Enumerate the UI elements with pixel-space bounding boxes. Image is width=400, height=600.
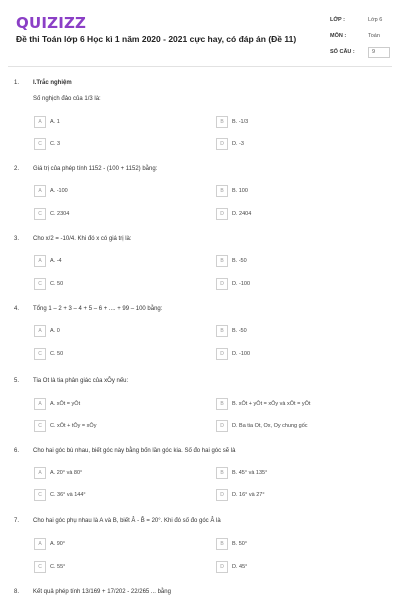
question-2: 2. Giá trị của phép tính 1152 - (100 + 1152) bằng: A A. -100 B B. 100 C C. 2304 D D. 2404 — [0, 166, 400, 226]
question-7: 7. Cho hai góc phụ nhau là A và B, biết Â - B̂ = 20°. Khi đó số đo góc Â là A A. 90° B B. 50° C C. 55° D D. 45° — [0, 518, 400, 578]
question-8: 8. Kết quả phép tính 13/169 + 17/202 - 22/265 ... bằng — [0, 589, 400, 600]
question-1: 1. I.Trắc nghiệm Số nghịch đảo của 1/3 là: A A. 1 B B. -1/3 C C. 3 D D. -3 — [0, 80, 400, 160]
question-6: 6. Cho hai góc bù nhau, biết góc này bằng bốn lần góc kia. Số đo hai góc sẽ là A A. 20° và 80° B B. 45° và 135° C C. 36° và 144° D D. 16° và 27° — [0, 448, 400, 508]
question-text: Tổng 1 – 2 + 3 – 4 + 5 – 6 + .... + 99 – 100 bằng: — [33, 306, 163, 312]
worksheet-header — [0, 0, 400, 66]
question-text: Giá trị của phép tính 1152 - (100 + 1152) bằng: — [33, 166, 158, 172]
question-3: 3. Cho x/2 = -10/4. Khi đó x có giá trị là: A A. -4 B B. -50 C C. 50 D D. -100 — [0, 236, 400, 296]
meta-panel — [330, 14, 392, 62]
document-title: Đề thi Toán lớp 6 Học kì 1 năm 2020 - 2021 cực hay, có đáp án (Đề 11) — [16, 34, 297, 44]
meta-subject: MÔN : Toán — [330, 33, 380, 39]
question-5: 5. Tia Ot là tia phân giác của xÔy nếu: A A. xÔt = yÔt B B. xÔt + yÔt = xÔy và xÔt = yÔt C C. xÔt + tÔy = xÔy D D. Ba tia Ot, Ox, Oy chung gốc — [0, 378, 400, 438]
question-text: Cho x/2 = -10/4. Khi đó x có giá trị là: — [33, 236, 132, 242]
question-text: Cho hai góc bù nhau, biết góc này bằng bốn lần góc kia. Số đo hai góc sẽ là — [33, 448, 236, 454]
question-4: 4. Tổng 1 – 2 + 3 – 4 + 5 – 6 + .... + 99 – 100 bằng: A A. 0 B B. -50 C C. 50 D D. -100 — [0, 306, 400, 366]
header-divider — [8, 66, 392, 67]
meta-question-count: SỐ CÂU : 9 — [330, 46, 392, 62]
question-text: Tia Ot là tia phân giác của xÔy nếu: — [33, 378, 129, 384]
meta-class: LỚP : Lớp 6 — [330, 17, 383, 23]
question-text: Kết quả phép tính 13/169 + 17/202 - 22/265 ... bằng — [33, 589, 171, 595]
question-text: Số nghịch đảo của 1/3 là: — [33, 96, 101, 102]
question-text: Cho hai góc phụ nhau là A và B, biết Â - B̂ = 20°. Khi đó số đo góc Â là — [33, 518, 221, 524]
quizizz-logo: QUIZIZZ — [16, 14, 87, 32]
section-title: I.Trắc nghiệm — [33, 80, 72, 86]
